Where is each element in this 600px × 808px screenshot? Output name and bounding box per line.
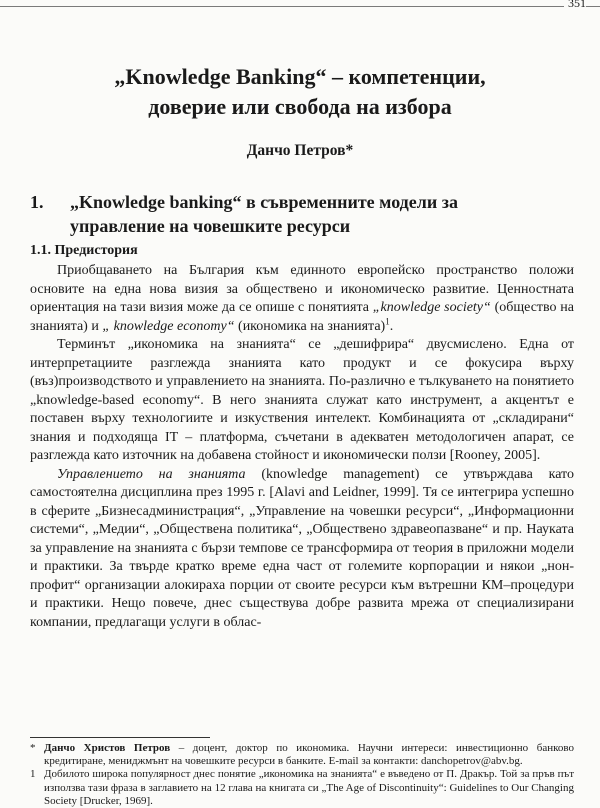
paragraph-1-text-c: (икономика на знанията) — [234, 318, 386, 334]
paragraph-1-text-d: . — [389, 318, 394, 334]
term-knowledge-economy: „ knowledge economy“ — [102, 318, 235, 334]
paragraph-3-text: (knowledge management) се утвърждава като самостоятелна дисциплина през 1995 г. [Alavi and Leidner, 1999]. Тя се интегрира успешно в сферите „Бизнесадминистрация“, „Управление на човешки ресурси“, „Информационни системи“, „Медии“, „Обществена политика“, „Обществено здравеопазване“ и пр. Науката за управление на знанията с бързи темпове се трансформира от теория в приложни модели и практики. За твърде кратко време една част от големите корпорации и някои „нон-профит“ организации алокираха порции от своите ресурси към вътрешни КМ–процедури и практики. Нещо повече, днес съществува добре развита мрежа от специализирани компании, предлагащи услуги в облас- — [30, 466, 574, 630]
section-title-line-2: управление на човешките ресурси — [70, 216, 351, 236]
title-line-2: доверие или свобода на избора — [148, 94, 452, 119]
article-title — [30, 62, 570, 122]
paragraph-3 — [30, 466, 574, 633]
footnote-ref-1[interactable]: 1 — [385, 315, 390, 326]
section-number: 1. — [30, 192, 44, 212]
paragraph-1-text-b: (общество на знанията) и — [30, 300, 574, 334]
paragraph-1 — [30, 262, 574, 336]
footnote-author-name: Данчо Христов Петров — [44, 742, 171, 754]
footnote-author-text: – доцент, доктор по икономика. Научни интереси: инвестиционно банково кредитиране, мениджмънт на човешките ресурси в банките. E-mail за контакти: danchopetrov@abv.bg. — [44, 742, 574, 768]
author-name: Данчо Петров* — [246, 142, 354, 159]
footnote-mark-1: 1 — [30, 768, 36, 781]
section-title-line-1: „Knowledge banking“ в съвременните модели за — [70, 192, 458, 212]
term-knowledge-management: Управлението на знанията — [57, 466, 246, 482]
page-number: 351 — [564, 0, 586, 11]
paragraph-1-text-a: Приобщаването на България към единното европейско пространство положи основите на една нова визия за обществено и икономическо развитие. Ценностната ориентация на тази визия може да се опише с понятията — [30, 263, 574, 315]
body-text — [30, 262, 574, 632]
title-line-1: „Knowledge Banking“ – компетенции, — [114, 64, 486, 89]
footnote-mark-star: * — [30, 742, 36, 754]
term-knowledge-society: „knowledge society“ — [372, 300, 491, 315]
header-rule — [0, 6, 600, 7]
footnote-1 — [30, 768, 574, 808]
footnotes — [30, 742, 574, 808]
footnote-1-text: Добилото широка популярност днес понятие „икономика на знанията“ е въведено от П. Дракър. Той за пръв път използва тази фраза в заглавието на 12 глава на книгата си „The Age of Discontinuity“: Guidelines to Our Changing Society [Drucker, 1969]. — [44, 768, 574, 807]
footnote-rule — [30, 737, 210, 738]
paragraph-2: Терминът „икономика на знанията“ се „дешифрира“ двусмислено. Една от интерпретациите разглежда знанията като продукт и се фокусира върху (въз)производството и управлението на знанията. По-различно е тълкуването на понятието „knowledge-based economy“. В него знанията служат като инструмент, а акцентът е поставен върху технологиите и изкуствения интелект. Комбинацията от „складирани“ знания и подходяща IT – платформа, съчетани в адекватен методологичен апарат, се разглежда като източник на добавена стойност и икономически ползи [Rooney, 2005]. — [30, 337, 574, 463]
section-heading — [30, 190, 572, 238]
footnote-author — [30, 742, 574, 768]
subsection-heading: 1.1. Предистория — [30, 243, 138, 258]
